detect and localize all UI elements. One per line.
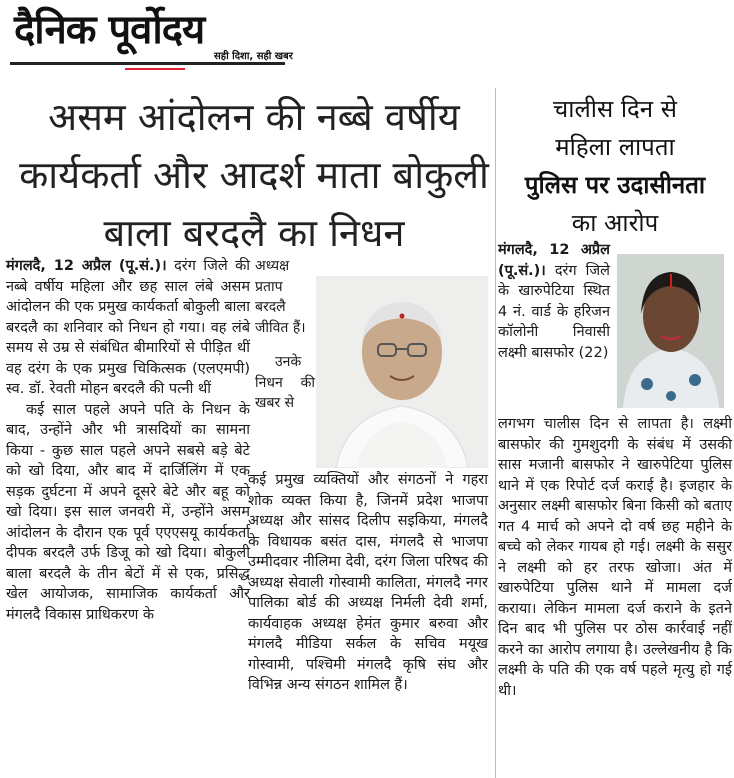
main-headline: असम आंदोलन की नब्बे वर्षीय कार्यकर्ता और आदर्श माता बोकुली बाला बरदलै का निधन	[19, 95, 489, 255]
side-dateline: मंगलदै, 12 अप्रैल (पू.सं.)।	[498, 242, 610, 279]
main-article-para2: कई साल पहले अपने पति के निधन के बाद, उन्होंने और भी त्रासदियों का सामना किया - कुछ साल पहले अपने सबसे बड़े बेटे को खो दिया, और बाद में दार्जिलिंग में एक सड़क दुर्घटना में अपने दूसरे बेटे और बहू को खो दिया। इस साल जनवरी में, उन्होंने असम आंदोलन के दौरान एक पूर्व एएएसयू कार्यकर्ता दीपक बरदलै उर्फ डिजू को खो दिया। बोकुली बाला बरदलै के तीन बेटों में से एक, प्रसिद्ध खेल आयोजक, सामाजिक कार्यकर्ता और मंगलदै विकास प्राधिकरण के	[6, 401, 250, 623]
main-dateline: मंगलदै, 12 अप्रैल (पू.सं.)।	[6, 258, 167, 274]
young-woman-portrait-icon	[617, 254, 724, 408]
column-divider	[495, 88, 496, 778]
obituary-photo	[316, 276, 488, 468]
side-article-top-para	[498, 240, 610, 363]
side-headline	[500, 90, 730, 242]
elderly-woman-portrait-icon	[316, 276, 488, 468]
side-headline-line1: चालीस दिन से	[553, 95, 677, 123]
side-headline-line2: महिला लापता	[555, 133, 675, 161]
narrow-para1: अध्यक्ष प्रताप बरदलै जीवित हैं।	[255, 258, 306, 336]
main-article-column-b	[248, 470, 488, 696]
masthead-accent-rule	[125, 68, 185, 70]
side-article-bottom-text: लगभग चालीस दिन से लापता है। लक्ष्मी बासफोर की गुमशुदगी के संबंध में उसकी सास मजानी बासफोर ने खारुपेटिया पुलिस थाने में एक रिपोर्ट दर्ज कराई है। इजहार के अनुसार लक्ष्मी बासफोर बिना किसी को बताए गत 4 मार्च को अपने दो वर्ष छह महीने के बच्चे को लेकर गायब हो गई। लक्ष्मी के ससुर ने लक्ष्मी को हर तरफ खोजा। अंत में खारुपेटिया पुलिस थाने में मामला दर्ज कराया। लेकिन मामला दर्ज कराने के इतने दिन बाद भी पुलिस पर ठोस कार्रवाई नहीं करने का आरोप लगाया है। उल्लेखनीय है कि लक्ष्मी के पति की एक वर्ष पहले मृत्यु हो गई थी।	[498, 416, 732, 699]
narrow-para2: उनके निधन की खबर से	[255, 354, 315, 411]
main-article-narrow-column	[255, 256, 315, 414]
masthead-title: दैनिक पूर्वोदय	[14, 7, 205, 53]
main-article-para1	[6, 256, 250, 400]
masthead-rule	[10, 62, 285, 65]
masthead-tagline: सही दिशा, सही खबर	[214, 51, 293, 62]
main-article-col-b-text: कई प्रमुख व्यक्तियों और संगठनों ने गहरा शोक व्यक्त किया है, जिनमें प्रदेश भाजपा अध्यक्ष और सांसद दिलीप सइकिया, मंगलदै के विधायक बसंत दास, मंगलदै से भाजपा उम्मीदवार नीलिमा देवी, दरंग जिला परिषद की अध्यक्ष सेवाली गोस्वामी कालिता, मंगलदै नगर पालिका बोर्ड की अध्यक्ष निर्मली देवी शर्मा, कार्यवाहक अध्यक्ष हेमंत कुमार बरुवा और मंगलदै मीडिया सर्कल के सचिव मयूख गोस्वामी, पश्चिमी मंगलदै कृषि संघ और विभिन्न अन्य संगठन शामिल हैं।	[248, 472, 488, 693]
main-para1-text: दरंग जिले की नब्बे वर्षीय महिला और छह साल लंबे असम आंदोलन की एक प्रमुख कार्यकर्ता बोकुली बाला बरदलै का शनिवार को निधन हो गया। वह लंबे समय से उम्र से संबंधित बीमारियों से पीड़ित थीं वह दरंग के एक प्रमुख चिकित्सक (एलएमपी) स्व. डॉ. रेवती मोहन बरदलै की पत्नी थीं	[6, 258, 250, 397]
side-headline-line4: का आरोप	[571, 209, 659, 237]
missing-woman-photo	[617, 254, 724, 408]
side-top-text: दरंग जिले के खारुपेटिया स्थित 4 नं. वार्ड के हरिजन कॉलोनी निवासी लक्ष्मी बासफोर (22)	[498, 262, 611, 361]
side-headline-line3: पुलिस पर उदासीनता	[524, 171, 706, 199]
main-article-column-a	[6, 256, 250, 625]
side-article-top	[498, 240, 610, 363]
side-article-bottom	[498, 414, 732, 701]
